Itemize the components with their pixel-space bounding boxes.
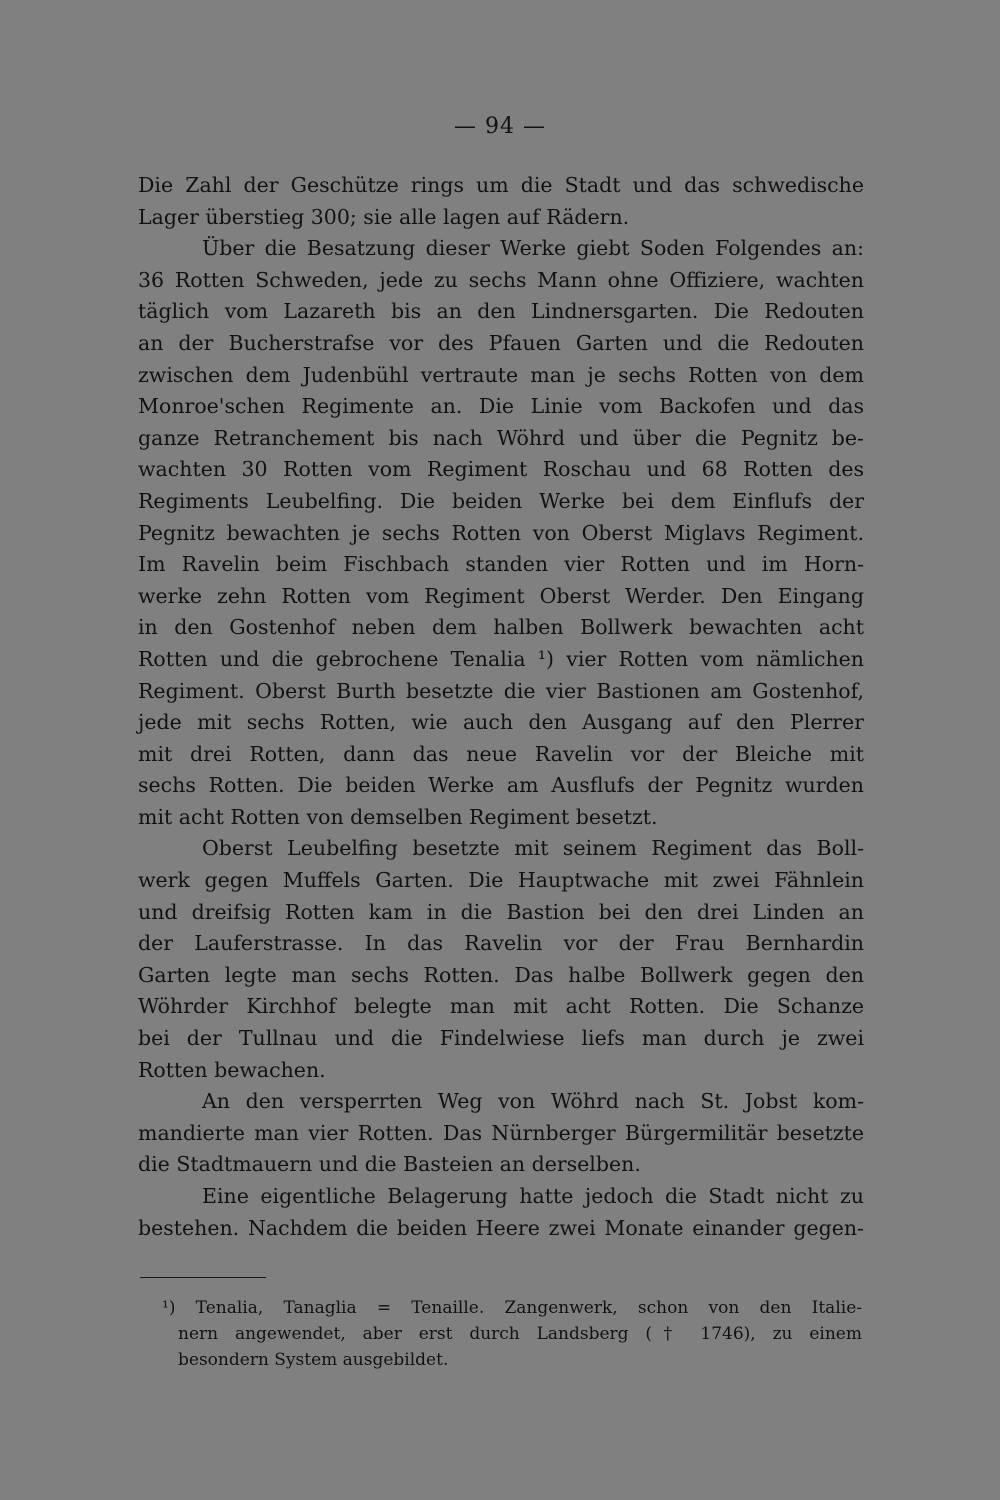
- text-line: bei der Tullnau und die Findelwiese liefs man durch je zwei: [138, 1026, 864, 1051]
- text-line: Die Zahl der Geschütze rings um die Stadt und das schwedische: [138, 173, 864, 197]
- text-line: Über die Besatzung dieser Werke giebt Soden Folgendes an:: [202, 236, 864, 261]
- footnotes: [162, 1295, 862, 1373]
- text-line: mit drei Rotten, dann das neue Ravelin vor der Bleiche mit: [138, 741, 864, 766]
- text-line: mit acht Rotten von demselben Regiment besetzt.: [138, 804, 658, 829]
- text-line: und dreifsig Rotten kam in die Bastion bei den drei Linden an: [138, 899, 864, 924]
- text-line: Pegnitz bewachten je sechs Rotten von Oberst Miglavs Regiment.: [138, 520, 864, 545]
- text-line: Regiments Leubelfing. Die beiden Werke bei dem Einflufs der: [138, 488, 864, 513]
- text-line: werk gegen Muffels Garten. Die Hauptwache mit zwei Fähnlein: [138, 868, 864, 893]
- page-number: — 94 —: [454, 114, 546, 139]
- text-line: jede mit sechs Rotten, wie auch den Ausgang auf den Plerrer: [138, 710, 864, 735]
- text-line: die Stadtmauern und die Basteien an derselben.: [138, 1152, 641, 1177]
- text-line: zwischen dem Judenbühl vertraute man je sechs Rotten von dem: [138, 362, 864, 387]
- text-line: wachten 30 Rotten vom Regiment Roschau und 68 Rotten des: [138, 457, 864, 482]
- text-line: Rotten bewachen.: [138, 1057, 326, 1082]
- text-line: Monroe'schen Regimente an. Die Linie vom Backofen und das: [138, 394, 864, 419]
- text-line: täglich vom Lazareth bis an den Lindnersgarten. Die Redouten: [138, 299, 864, 324]
- text-line: bestehen. Nachdem die beiden Heere zwei Monate einander gegen-: [138, 1215, 864, 1240]
- footnote-line: besondern System ausgebildet.: [178, 1350, 449, 1370]
- text-line: An den versperrten Weg von Wöhrd nach St. Jobst kom-: [202, 1089, 864, 1114]
- text-line: werke zehn Rotten vom Regiment Oberst Werder. Den Eingang: [138, 583, 864, 608]
- text-line: Lager überstieg 300; sie alle lagen auf Rädern.: [138, 204, 630, 229]
- text-line: Regiment. Oberst Burth besetzte die vier Bastionen am Gostenhof,: [138, 678, 864, 703]
- footnote-divider: [140, 1277, 266, 1278]
- text-line: Im Ravelin beim Fischbach standen vier Rotten und im Horn-: [138, 552, 864, 577]
- text-line: ganze Retranchement bis nach Wöhrd und über die Pegnitz be-: [138, 425, 864, 450]
- text-line: Eine eigentliche Belagerung hatte jedoch die Stadt nicht zu: [202, 1184, 864, 1208]
- text-line: 36 Rotten Schweden, jede zu sechs Mann ohne Offiziere, wachten: [138, 267, 864, 292]
- text-line: Rotten und die gebrochene Tenalia ¹) vier Rotten vom nämlichen: [138, 646, 864, 671]
- body-text: [138, 170, 864, 1244]
- text-line: Wöhrder Kirchhof belegte man mit acht Rotten. Die Schanze: [138, 994, 864, 1019]
- text-line: sechs Rotten. Die beiden Werke am Ausflufs der Pegnitz wurden: [138, 773, 864, 798]
- text-line: Oberst Leubelfing besetzte mit seinem Regiment das Boll-: [202, 836, 864, 861]
- footnote-line: ¹) Tenalia, Tanaglia = Tenaille. Zangenwerk, schon von den Italie-: [162, 1298, 862, 1318]
- text-line: mandierte man vier Rotten. Das Nürnberger Bürgermilitär besetzte: [138, 1120, 864, 1145]
- text-line: an der Bucherstrafse vor des Pfauen Garten und die Redouten: [138, 330, 864, 355]
- text-line: in den Gostenhof neben dem halben Bollwerk bewachten acht: [138, 615, 864, 640]
- text-line: Garten legte man sechs Rotten. Das halbe Bollwerk gegen den: [138, 962, 864, 987]
- text-line: der Lauferstrasse. In das Ravelin vor der Frau Bernhardin: [138, 931, 864, 956]
- footnote-line: nern angewendet, aber erst durch Landsberg († 1746), zu einem: [178, 1324, 862, 1344]
